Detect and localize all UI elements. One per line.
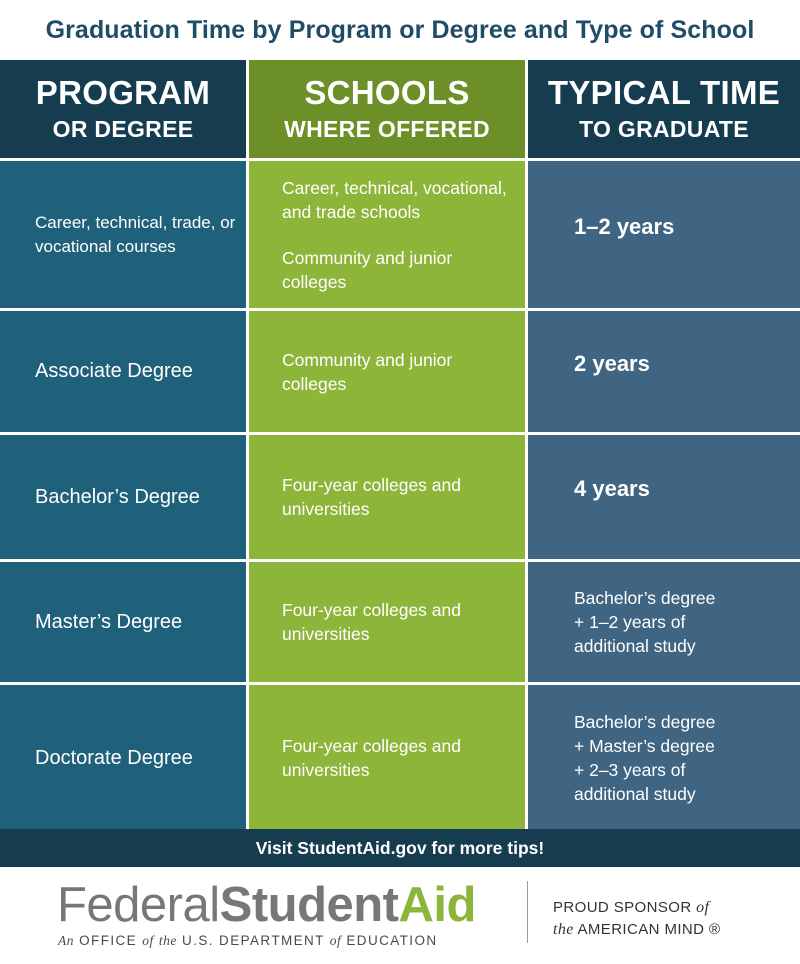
row-bachelor-program: Bachelor’s Degree — [0, 435, 246, 559]
header-time — [528, 60, 800, 158]
row-doctorate-schools — [249, 685, 525, 831]
header-program-title: PROGRAM — [35, 74, 211, 111]
time-line: + 1–2 years of — [574, 612, 686, 632]
row-associate-program: Associate Degree — [0, 311, 246, 432]
row-bachelor-schools — [249, 435, 525, 559]
row-doctorate-time — [528, 685, 800, 831]
brand-divider — [527, 881, 528, 943]
row-master-schools — [249, 562, 525, 682]
row-bachelor-time — [528, 435, 800, 559]
schools-line: Four-year colleges and universities — [282, 475, 461, 519]
time-line: Bachelor’s degree — [574, 588, 716, 608]
logo-word-aid: Aid — [398, 878, 476, 932]
logo-word-student: Student — [219, 878, 399, 932]
sponsor-tagline: PROUD SPONSOR of the AMERICAN MIND ® — [553, 899, 721, 938]
time-line: 4 years — [574, 476, 650, 501]
logo-word-federal: Federal — [57, 878, 220, 932]
time-line: + 2–3 years of — [574, 760, 686, 780]
federal-student-aid-logo — [57, 877, 476, 933]
schools-line: Four-year colleges and universities — [282, 600, 461, 644]
time-line: 2 years — [574, 350, 650, 376]
time-line: Bachelor’s degree — [574, 712, 716, 732]
row-associate-time — [528, 311, 800, 432]
row-career-time — [528, 161, 800, 308]
header-program — [0, 60, 246, 158]
time-line: additional study — [574, 636, 696, 656]
header-schools — [249, 60, 525, 158]
header-schools-title: SCHOOLS — [304, 74, 470, 111]
schools-line: Community and junior colleges — [282, 349, 453, 394]
page-title: Graduation Time by Program or Degree and Type of School — [45, 15, 755, 44]
time-line: additional study — [574, 784, 696, 804]
footer-banner: Visit StudentAid.gov for more tips! — [0, 829, 800, 867]
graduation-table — [0, 60, 800, 831]
header-time-title: TYPICAL TIME — [547, 74, 781, 111]
schools-line: Community and junior colleges — [282, 247, 453, 292]
time-line: 1–2 years — [574, 213, 675, 239]
row-doctorate-program: Doctorate Degree — [0, 685, 246, 831]
header-time-subtitle: TO GRADUATE — [579, 116, 749, 142]
brand-area — [0, 867, 800, 964]
header-program-subtitle: OR DEGREE — [52, 116, 194, 142]
row-career-program: Career, technical, trade, or vocational courses — [0, 161, 246, 308]
row-master-program: Master’s Degree — [0, 562, 246, 682]
schools-line: Career, technical, vocational, and trade schools — [282, 177, 507, 222]
schools-line: Four-year colleges and universities — [282, 736, 461, 780]
row-associate-schools — [249, 311, 525, 432]
header-schools-subtitle: WHERE OFFERED — [284, 116, 490, 142]
office-tagline: An OFFICE of the U.S. DEPARTMENT of EDUCATION — [58, 933, 438, 948]
time-line: + Master’s degree — [574, 736, 715, 756]
row-career-schools — [249, 161, 525, 308]
row-master-time — [528, 562, 800, 682]
